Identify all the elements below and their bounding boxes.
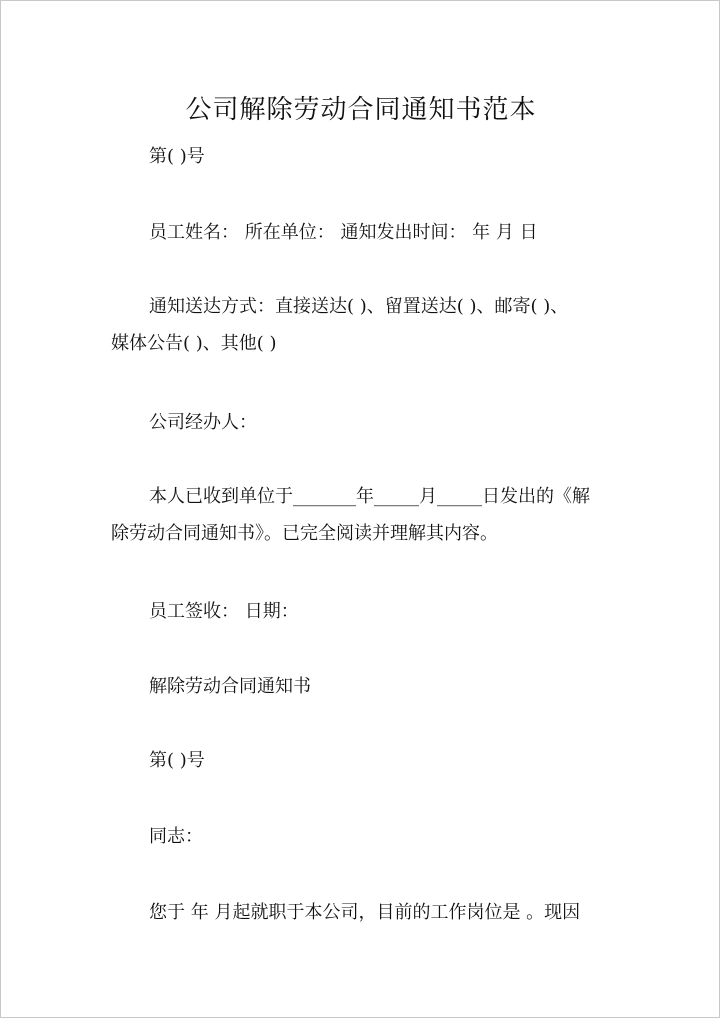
receipt-statement-line-continued: 除劳动合同通知书》。已完全阅读并理解其内容。: [111, 523, 498, 544]
receipt-statement-line: 本人已收到单位于_______年_____月_____日发出的《解: [149, 486, 590, 507]
body-paragraph-line: 您于 年 月起就职于本公司，目前的工作岗位是 。现因: [149, 902, 581, 923]
employee-info-line: 员工姓名： 所在单位： 通知发出时间： 年 月 日: [149, 222, 538, 243]
section-heading: 解除劳动合同通知书: [149, 676, 311, 697]
delivery-method-line: 通知送达方式：直接送达( )、留置送达( )、邮寄( )、: [149, 296, 569, 317]
company-handler-line: 公司经办人：: [149, 412, 257, 433]
document-title: 公司解除劳动合同通知书范本: [185, 95, 537, 125]
salutation-line: 同志：: [149, 826, 203, 847]
notice-number-line: 第( )号: [149, 146, 205, 167]
notice-number-line-2: 第( )号: [149, 750, 205, 771]
employee-signature-line: 员工签收： 日期：: [149, 601, 299, 622]
delivery-method-line-continued: 媒体公告( )、其他( ): [111, 333, 277, 354]
